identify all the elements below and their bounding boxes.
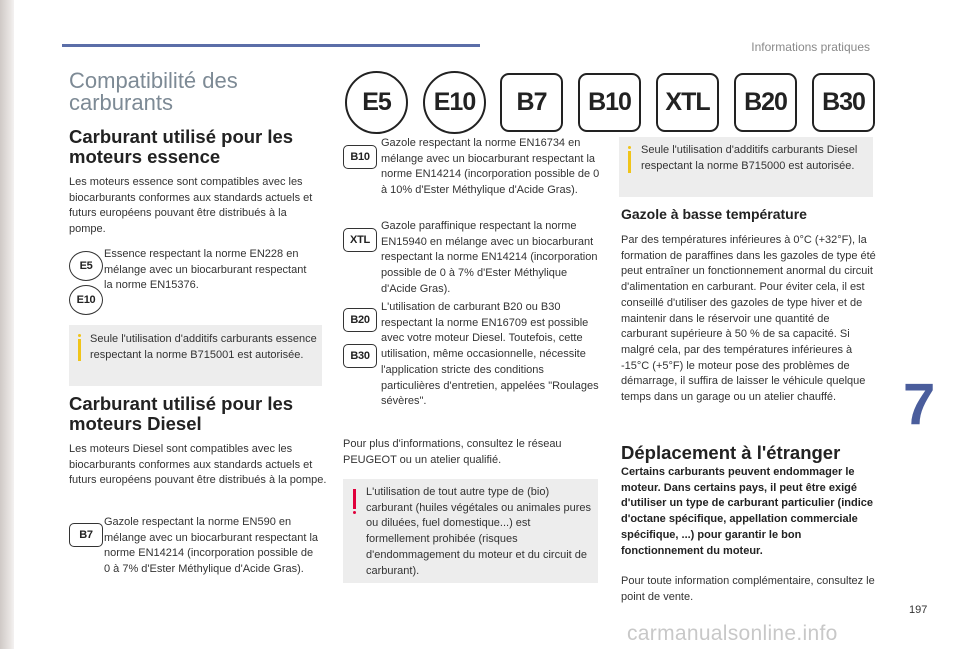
fuel-badge-e10: E10 [423, 71, 486, 134]
more-info-text: Pour plus d'informations, consultez le réseau PEUGEOT ou un atelier qualifié. [343, 438, 562, 466]
badge-b7: B7 [69, 523, 103, 547]
warning-box [343, 479, 598, 583]
badge-e10: E10 [69, 285, 103, 315]
diesel-info-box [619, 137, 873, 197]
page-title: Compatibilité des carburants [69, 68, 238, 115]
essence-heading: Carburant utilisé pour les moteurs essence [69, 126, 294, 167]
fuel-badge-b30: B30 [812, 73, 875, 132]
abroad-text: Pour toute information complémentaire, consultez le point de vente. [621, 575, 875, 603]
diesel-info-text: Seule l'utilisation d'additifs carburants Diesel respectant la norme B715000 est autorisée. [641, 144, 858, 172]
badge-e5: E5 [69, 251, 103, 281]
b10-text: Gazole respectant la norme EN16734 en mélange avec un biocarburant respectant la norme EN14214 (incorporation possible de 0 à 10% d'Ester Méthylique d'Acide Gras). [381, 137, 600, 197]
page-number: 197 [909, 604, 928, 616]
low-temp-heading: Gazole à basse température [621, 206, 807, 222]
section-title: Informations pratiques [751, 40, 870, 54]
essence-info-text: Seule l'utilisation d'additifs carburants essence respectant la norme B715001 est autorisée. [90, 333, 317, 361]
badge-xtl: XTL [343, 228, 377, 252]
fuel-badge-b20: B20 [734, 73, 797, 132]
essence-intro: Les moteurs essence sont compatibles avec les biocarburants conformes aux standards actuels et futurs européens pouvant être distribués à la pompe. [69, 176, 313, 236]
diesel-heading: Carburant utilisé pour les moteurs Diesel [69, 393, 294, 434]
b7-text: Gazole respectant la norme EN590 en mélange avec un biocarburant respectant la norme EN14214 (incorporation possible de 0 à 7% d'Ester Méthylique d'Acide Gras). [104, 516, 319, 576]
low-temp-text: Par des températures inférieures à 0°C (+32°F), la formation de paraffines dans les gazoles de type été peut entraîner un fonctionnement anormal du circuit d'alimentation en carburant. Pour éviter cela, il est conseillé d'utiliser des gazoles de type hiver et de maintenir dans le réservoir une quantité de carburant supérieure à 50 % de sa capacité. Si malgré cela, par des températures inférieures à -15°C (+5°F) le moteur pose des problèmes de démarrage, il suffira de laisser le véhicule quelque temps dans un garage ou un atelier chauffé. [621, 234, 876, 404]
info-icon [78, 339, 81, 361]
essence-info-box [69, 325, 322, 386]
fuel-badge-e5: E5 [345, 71, 408, 134]
chapter-number: 7 [903, 372, 936, 437]
info-icon [628, 151, 631, 173]
abroad-heading: Déplacement à l'étranger [621, 442, 841, 463]
diesel-intro: Les moteurs Diesel sont compatibles avec les biocarburants conformes aux standards actuels et futurs européens pouvant être distribués à la pompe. [69, 443, 327, 487]
fuel-badge-xtl: XTL [656, 73, 719, 132]
watermark: carmanualsonline.info [627, 622, 838, 645]
warning-icon [353, 489, 356, 509]
abroad-bold-text: Certains carburants peuvent endommager le moteur. Dans certains pays, il peut être exigé d'utiliser un type de carburant particulier (indice d'octane spécifique, appellation commerciale spécifique, ...) pour garantir le bon fonctionnement du moteur. [621, 466, 874, 557]
badge-b30: B30 [343, 344, 377, 368]
badge-b10: B10 [343, 145, 377, 169]
xtl-text: Gazole paraffinique respectant la norme EN15940 en mélange avec un biocarburant respectant la norme EN14214 (incorporation possible de 0 à 7% d'Ester Méthylique d'Acide Gras). [381, 220, 598, 295]
essence-norm-text: Essence respectant la norme EN228 en mélange avec un biocarburant respectant la norme EN15376. [104, 248, 307, 292]
page-edge [0, 0, 14, 649]
warning-text: L'utilisation de tout autre type de (bio) carburant (huiles végétales ou animales pures ou diluées, fuel domestique...) est formellement prohibée (risques d'endommagement du moteur et du circuit de carburant). [366, 486, 592, 577]
b20-b30-text: L'utilisation de carburant B20 ou B30 respectant la norme EN16709 est possible avec votre moteur Diesel. Toutefois, cette utilisation, même occasionnelle, nécessite l'application stricte des conditions particulières d'entretien, appelées "Roulages sévères". [381, 301, 599, 408]
header-bar [62, 44, 480, 47]
badge-b20: B20 [343, 308, 377, 332]
fuel-badge-b10: B10 [578, 73, 641, 132]
fuel-badge-b7: B7 [500, 73, 563, 132]
